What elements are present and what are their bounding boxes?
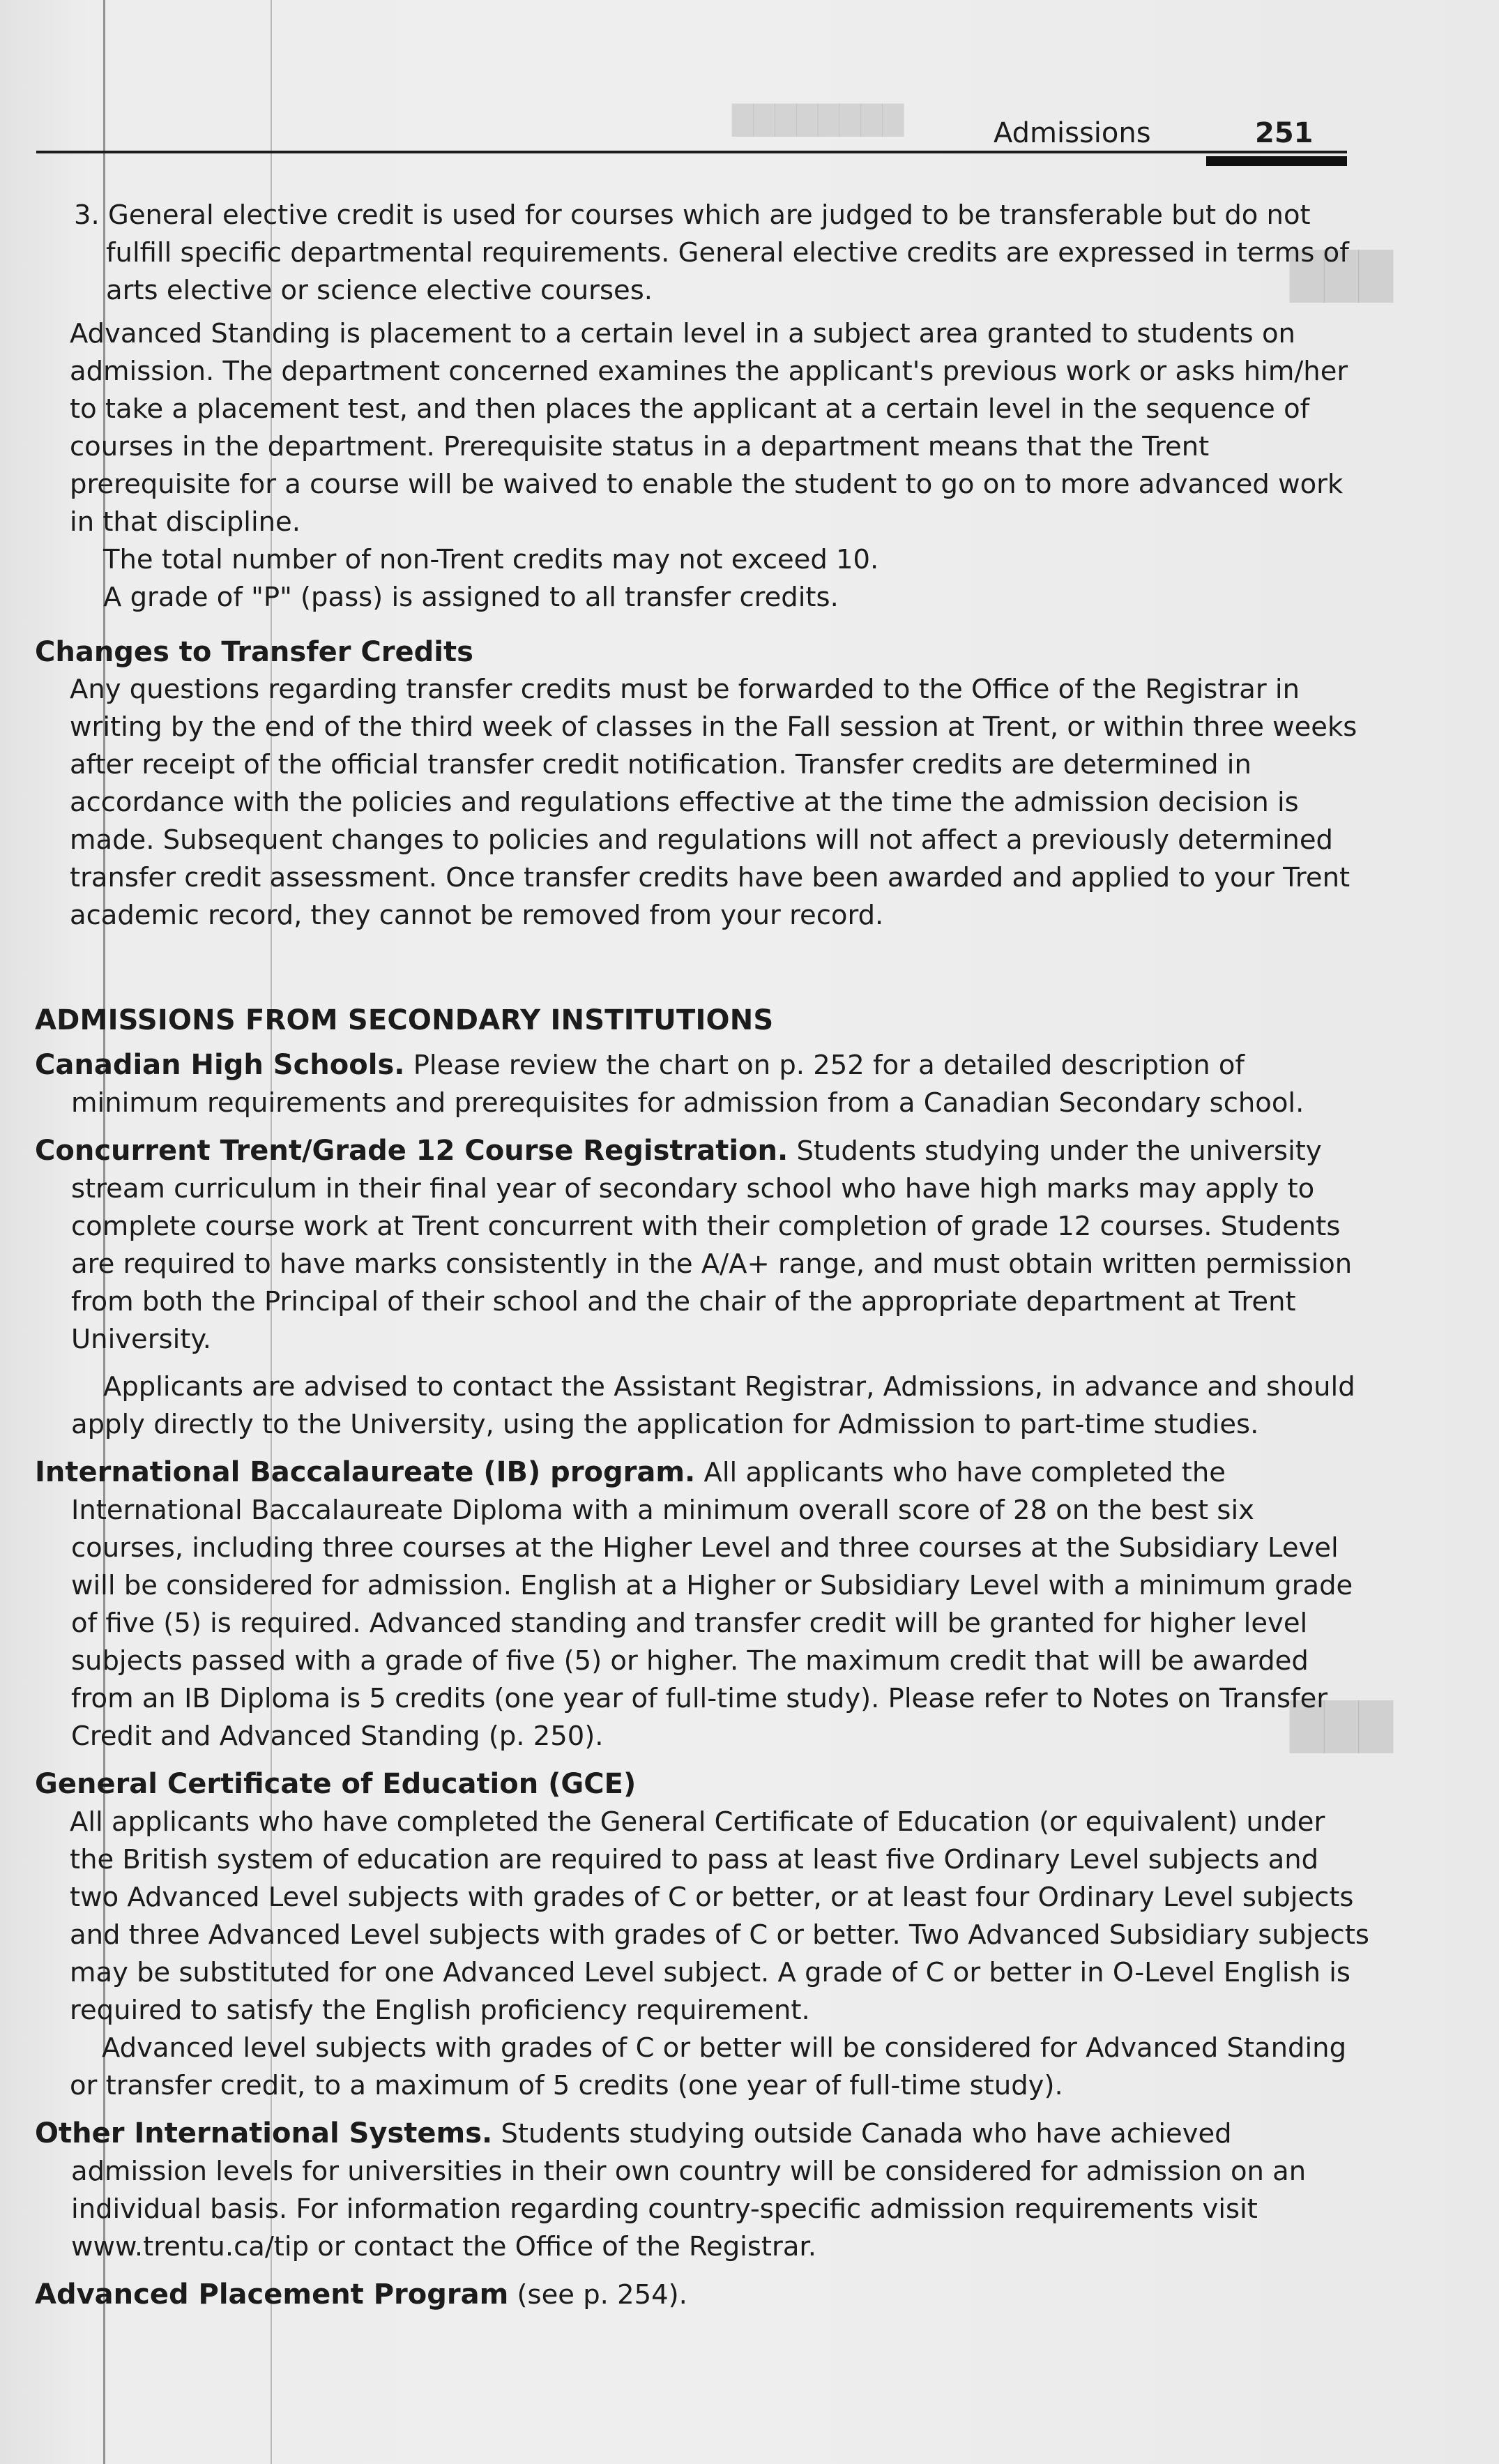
list-item-3	[35, 197, 1374, 310]
text-column	[35, 197, 1374, 2314]
other-lead: Other International Systems.	[35, 2117, 493, 2149]
advanced-placement	[35, 2276, 1374, 2314]
secondary-heading: ADMISSIONS FROM SECONDARY INSTITUTIONS	[35, 1004, 774, 1036]
gce-heading	[35, 1765, 1374, 1804]
pass-grade-line: A grade of "P" (pass) is assigned to all transfer credits.	[103, 582, 839, 613]
concurrent-text-2-body: Applicants are advised to contact the Assistant Registrar, Admissions, in advance and should apply directly to the University, using the application for Admission to part-time studies.	[71, 1371, 1355, 1440]
ib-text: All applicants who have completed the International Baccalaureate Diploma with a minimum overall score of 28 on the best six courses, including three courses at the Higher Level and three courses at the Subsidiary Level will be considered for admission. English at a Higher or Subsidiary Level with a minimum grade of five (5) is required. Advanced standing and transfer credit will be granted for higher level subjects passed with a grade of five (5) or higher. The maximum credit that will be awarded from an IB Diploma is 5 credits (one year of full-time study). Please refer to Notes on Transfer Credit and Advanced Standing (p. 250).	[71, 1457, 1353, 1752]
concurrent-lead: Concurrent Trent/Grade 12 Course Registration.	[35, 1135, 789, 1167]
ib-lead: International Baccalaureate (IB) program.	[35, 1456, 696, 1488]
list-number: 3.	[74, 199, 100, 231]
changes-heading: Changes to Transfer Credits	[35, 636, 473, 668]
gce-text-2-body: Advanced level subjects with grades of C or better will be considered for Advanced Standing or transfer credit, to a maximum of 5 credits (one year of full-time study).	[70, 2032, 1347, 2101]
list-item-text: General elective credit is used for courses which are judged to be transferable but do not fulfill specific departmental requirements. General elective credits are expressed in terms of arts elective or science elective courses.	[106, 199, 1349, 306]
bleed-through-mark: ███	[1290, 1702, 1393, 1753]
page-number: 251	[1255, 117, 1314, 149]
ap-text: (see p. 254).	[508, 2279, 687, 2311]
gce-lead: General Certificate of Education (GCE)	[35, 1768, 637, 1800]
concurrent-registration	[35, 1132, 1374, 1359]
gce-text-2	[35, 2030, 1374, 2105]
bleed-through-mark: ███	[1290, 251, 1393, 303]
bleed-through-mark: ████████	[732, 105, 904, 137]
concurrent-text: Students studying under the university stream curriculum in their final year of secondary school who have high marks may apply to complete course work at Trent concurrent with their completion of grade 12 courses. Students are required to have marks consistently in the A/A+ range, and must obtain written permission from both the Principal of their school and the chair of the appropriate department at Trent University.	[71, 1135, 1353, 1355]
header-rule	[36, 151, 1347, 153]
canadian-text: Please review the chart on p. 252 for a detailed description of minimum requirements and prerequisites for admission from a Canadian Secondary school.	[71, 1050, 1304, 1119]
advanced-standing-paragraph: Advanced Standing is placement to a certain level in a subject area granted to students on admission. The department concerned examines the applicant's previous work or asks him/her to take a placement test, and then places the applicant at a certain level in the sequence of courses in the department. Prerequisite status in a department means that the Trent prerequisite for a course will be waived to enable the student to go on to more advanced work in that discipline.	[70, 318, 1348, 538]
header-rule-tab	[1206, 156, 1347, 166]
other-text: Students studying outside Canada who have achieved admission levels for universities in their own country will be considered for admission on an individual basis. For information regarding country-specific admission requirements visit www.trentu.ca/tip or contact the Office of the Registrar.	[71, 2118, 1307, 2262]
gce-text: All applicants who have completed the General Certificate of Education (or equivalent) under the British system of education are required to pass at least five Ordinary Level subjects and two Advanced Level subjects with grades of C or better, or at least four Ordinary Level subjects and three Advanced Level subjects with grades of C or better. Two Advanced Subsidiary subjects may be substituted for one Advanced Level subject. A grade of C or better in O-Level English is required to satisfy the English proficiency requirement.	[70, 1806, 1369, 2026]
canadian-high-schools	[35, 1046, 1374, 1122]
ib-program	[35, 1453, 1374, 1755]
ap-lead: Advanced Placement Program	[35, 2278, 509, 2311]
concurrent-text-2	[35, 1368, 1374, 1444]
changes-paragraph: Any questions regarding transfer credits must be forwarded to the Office of the Registrar in writing by the end of the third week of classes in the Fall session at Trent, or within three weeks after receipt of the official transfer credit notification. Transfer credits are determined in accordance with the policies and regulations effective at the time the admission decision is made. Subsequent changes to policies and regulations will not affect a previously determined transfer credit assessment. Once transfer credits have been awarded and applied to your Trent academic record, they cannot be removed from your record.	[70, 674, 1357, 931]
section-title: Admissions	[994, 117, 1151, 149]
total-limit-line: The total number of non-Trent credits may not exceed 10.	[103, 544, 879, 575]
canadian-lead: Canadian High Schools.	[35, 1049, 405, 1081]
other-international	[35, 2115, 1374, 2266]
